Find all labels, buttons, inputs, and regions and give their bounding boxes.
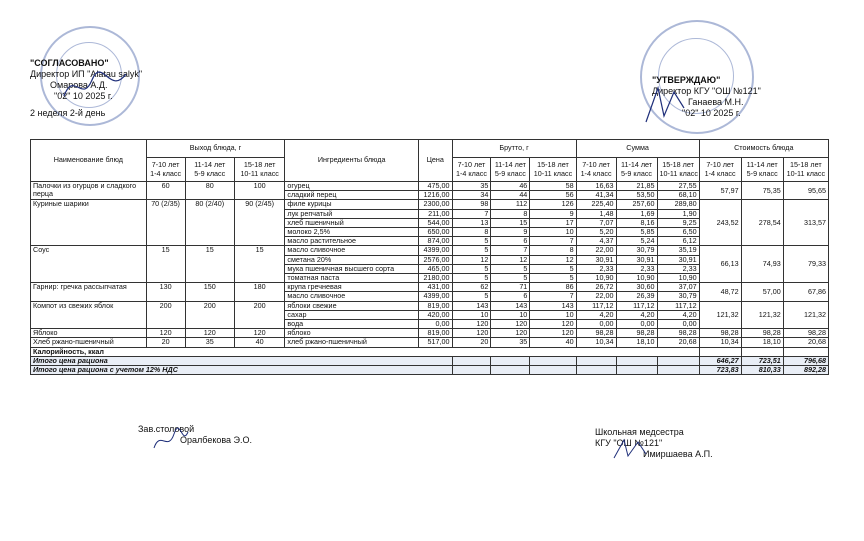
empty-cell bbox=[491, 366, 530, 375]
ingredient-brutto: 126 bbox=[530, 200, 576, 209]
right-approval-line2: Ганаева М.Н. bbox=[688, 97, 744, 107]
ingredient-sum: 5,20 bbox=[576, 228, 616, 237]
ingredient-brutto: 8 bbox=[491, 209, 530, 218]
table-row bbox=[31, 283, 829, 292]
total-row-value: 796,68 bbox=[783, 356, 828, 365]
dish-output: 15 bbox=[146, 246, 185, 283]
dish-name: Хлеб ржано-пшеничный bbox=[31, 338, 147, 347]
ingredient-sum: 257,60 bbox=[616, 200, 657, 209]
ingredient-name: масло растительное bbox=[285, 237, 419, 246]
empty-cell bbox=[657, 366, 699, 375]
header-cost-age-3 bbox=[783, 158, 828, 182]
ingredient-sum: 27,55 bbox=[657, 182, 699, 191]
dish-name: Гарнир: гречка рассыпчатая bbox=[31, 283, 147, 301]
ingredient-brutto: 44 bbox=[491, 191, 530, 200]
ingredient-brutto: 10 bbox=[452, 310, 491, 319]
ingredient-price: 4399,00 bbox=[418, 246, 452, 255]
ingredient-sum: 4,20 bbox=[616, 310, 657, 319]
header-brutto-age-3 bbox=[530, 158, 576, 182]
dish-output: 130 bbox=[146, 283, 185, 301]
age-range-label: 11-14 лет bbox=[194, 160, 226, 170]
dish-output: 70 (2/35) bbox=[146, 200, 185, 246]
empty-cell bbox=[530, 356, 576, 365]
ingredient-brutto: 7 bbox=[452, 209, 491, 218]
dish-output: 200 bbox=[185, 301, 234, 329]
total-row-value: 723,51 bbox=[741, 356, 783, 365]
ingredient-brutto: 12 bbox=[491, 255, 530, 264]
total-vat-row-value: 810,33 bbox=[741, 366, 783, 375]
ingredient-brutto: 7 bbox=[530, 237, 576, 246]
header-out-age-1 bbox=[146, 158, 185, 182]
total-row-value: 646,27 bbox=[699, 356, 741, 365]
header-ingredients: Ингредиенты блюда bbox=[285, 140, 419, 182]
ingredient-brutto: 6 bbox=[491, 292, 530, 301]
dish-cost: 20,68 bbox=[783, 338, 828, 347]
ingredient-sum: 225,40 bbox=[576, 200, 616, 209]
left-approval-line2: Омарова А.Д. bbox=[50, 80, 108, 90]
nurse-org: КГУ "ОШ №121" bbox=[595, 438, 663, 448]
ingredient-name: масло сливочное bbox=[285, 246, 419, 255]
header-out-age-2 bbox=[185, 158, 234, 182]
calories-row bbox=[31, 347, 829, 356]
left-approval-date: "02" 10 2025 г. bbox=[54, 91, 113, 101]
ingredient-brutto: 35 bbox=[452, 182, 491, 191]
ingredient-price: 465,00 bbox=[418, 264, 452, 273]
ingredient-sum: 6,12 bbox=[657, 237, 699, 246]
total-vat-row-value: 723,83 bbox=[699, 366, 741, 375]
nurse-name: Имиршаева А.П. bbox=[643, 449, 713, 459]
dish-output: 180 bbox=[234, 283, 284, 301]
ingredient-brutto: 120 bbox=[530, 329, 576, 338]
dish-cost: 98,28 bbox=[699, 329, 741, 338]
ingredient-brutto: 120 bbox=[530, 320, 576, 329]
ingredient-sum: 20,68 bbox=[657, 338, 699, 347]
ingredient-sum: 2,33 bbox=[576, 264, 616, 273]
ingredient-sum: 10,90 bbox=[657, 274, 699, 283]
dish-cost: 121,32 bbox=[699, 301, 741, 329]
dish-output: 90 (2/45) bbox=[234, 200, 284, 246]
ingredient-brutto: 143 bbox=[530, 301, 576, 310]
ingredient-name: масло сливочное bbox=[285, 292, 419, 301]
grade-range-label: 1-4 класс bbox=[704, 168, 736, 178]
ingredient-sum: 35,19 bbox=[657, 246, 699, 255]
header-output: Выход блюда, г bbox=[146, 140, 285, 158]
dish-name: Палочки из огурцов и сладкого перца bbox=[31, 182, 147, 200]
ingredient-brutto: 9 bbox=[530, 209, 576, 218]
ingredient-price: 819,00 bbox=[418, 329, 452, 338]
age-range-label: 7-10 лет bbox=[706, 160, 734, 170]
header-brutto-age-1 bbox=[452, 158, 491, 182]
dish-cost: 98,28 bbox=[783, 329, 828, 338]
ingredient-sum: 30,60 bbox=[616, 283, 657, 292]
grade-range-label: 5-9 класс bbox=[746, 168, 778, 178]
ingredient-name: томатная паста bbox=[285, 274, 419, 283]
header-out-age-3 bbox=[234, 158, 284, 182]
empty-cell bbox=[576, 356, 616, 365]
week-day-label: 2 неделя 2-й день bbox=[30, 108, 106, 118]
total-row-label: Итого цена рациона bbox=[31, 356, 453, 365]
dish-cost: 10,34 bbox=[699, 338, 741, 347]
ingredient-sum: 1,69 bbox=[616, 209, 657, 218]
ingredient-brutto: 112 bbox=[491, 200, 530, 209]
ingredient-sum: 16,63 bbox=[576, 182, 616, 191]
header-brutto-age-2 bbox=[491, 158, 530, 182]
ingredient-price: 475,00 bbox=[418, 182, 452, 191]
dish-output: 80 bbox=[185, 182, 234, 200]
dish-cost: 75,35 bbox=[741, 182, 783, 200]
empty-cell bbox=[491, 356, 530, 365]
ingredient-sum: 5,85 bbox=[616, 228, 657, 237]
ingredient-price: 4399,00 bbox=[418, 292, 452, 301]
dish-cost: 57,00 bbox=[741, 283, 783, 301]
ingredient-sum: 41,34 bbox=[576, 191, 616, 200]
table-row bbox=[31, 200, 829, 209]
empty-cell bbox=[576, 366, 616, 375]
ingredient-sum: 10,34 bbox=[576, 338, 616, 347]
table-row bbox=[31, 246, 829, 255]
dish-cost: 95,65 bbox=[783, 182, 828, 200]
ingredient-brutto: 5 bbox=[452, 237, 491, 246]
ingredient-sum: 30,79 bbox=[657, 292, 699, 301]
ingredient-sum: 5,24 bbox=[616, 237, 657, 246]
ingredient-brutto: 120 bbox=[491, 329, 530, 338]
menu-table bbox=[30, 139, 829, 375]
ingredient-brutto: 20 bbox=[452, 338, 491, 347]
age-range-label: 15-18 лет bbox=[790, 160, 822, 170]
ingredient-name: вода bbox=[285, 320, 419, 329]
ingredient-sum: 26,39 bbox=[616, 292, 657, 301]
ingredient-brutto: 5 bbox=[452, 264, 491, 273]
ingredient-sum: 30,91 bbox=[657, 255, 699, 264]
ingredient-brutto: 5 bbox=[530, 274, 576, 283]
dish-cost: 67,86 bbox=[783, 283, 828, 301]
ingredient-brutto: 7 bbox=[530, 292, 576, 301]
ingredient-sum: 289,80 bbox=[657, 200, 699, 209]
ingredient-brutto: 98 bbox=[452, 200, 491, 209]
ingredient-sum: 2,33 bbox=[616, 264, 657, 273]
ingredient-sum: 4,37 bbox=[576, 237, 616, 246]
right-approval-date: "02" 10 2025 г. bbox=[682, 108, 741, 118]
ingredient-price: 544,00 bbox=[418, 218, 452, 227]
ingredient-sum: 2,33 bbox=[657, 264, 699, 273]
ingredient-sum: 30,91 bbox=[616, 255, 657, 264]
dish-cost: 57,97 bbox=[699, 182, 741, 200]
ingredient-sum: 37,07 bbox=[657, 283, 699, 292]
ingredient-price: 0,00 bbox=[418, 320, 452, 329]
dish-name: Яблоко bbox=[31, 329, 147, 338]
ingredient-price: 874,00 bbox=[418, 237, 452, 246]
canteen-head-name: Оралбекова Э.О. bbox=[180, 435, 253, 445]
ingredient-price: 650,00 bbox=[418, 228, 452, 237]
ingredient-name: огурец bbox=[285, 182, 419, 191]
ingredient-brutto: 86 bbox=[530, 283, 576, 292]
dish-output: 80 (2/40) bbox=[185, 200, 234, 246]
table-row bbox=[31, 329, 829, 338]
ingredient-sum: 30,91 bbox=[576, 255, 616, 264]
grade-range-label: 10-11 класс bbox=[659, 168, 698, 178]
dish-output: 120 bbox=[234, 329, 284, 338]
dish-name: Куриные шарики bbox=[31, 200, 147, 246]
dish-cost: 278,54 bbox=[741, 200, 783, 246]
ingredient-brutto: 12 bbox=[452, 255, 491, 264]
ingredient-sum: 4,20 bbox=[657, 310, 699, 319]
dish-cost: 48,72 bbox=[699, 283, 741, 301]
dish-output: 120 bbox=[146, 329, 185, 338]
dish-output: 15 bbox=[185, 246, 234, 283]
ingredient-price: 517,00 bbox=[418, 338, 452, 347]
ingredient-sum: 117,12 bbox=[616, 301, 657, 310]
ingredient-sum: 21,85 bbox=[616, 182, 657, 191]
dish-name: Соус bbox=[31, 246, 147, 283]
left-approval-line1: Директор ИП "Alatau salyk" bbox=[30, 69, 143, 79]
ingredient-brutto: 7 bbox=[491, 246, 530, 255]
dish-cost: 66,13 bbox=[699, 246, 741, 283]
ingredient-brutto: 40 bbox=[530, 338, 576, 347]
ingredient-price: 819,00 bbox=[418, 301, 452, 310]
total-vat-row bbox=[31, 366, 829, 375]
header-sum: Сумма bbox=[576, 140, 699, 158]
ingredient-price: 431,00 bbox=[418, 283, 452, 292]
empty-cell bbox=[616, 356, 657, 365]
dish-cost: 79,33 bbox=[783, 246, 828, 283]
empty-cell bbox=[452, 366, 491, 375]
ingredient-brutto: 46 bbox=[491, 182, 530, 191]
dish-cost: 243,52 bbox=[699, 200, 741, 246]
ingredient-brutto: 5 bbox=[491, 274, 530, 283]
ingredient-brutto: 143 bbox=[491, 301, 530, 310]
ingredient-sum: 26,72 bbox=[576, 283, 616, 292]
header-price: Цена bbox=[418, 140, 452, 182]
ingredient-sum: 98,28 bbox=[576, 329, 616, 338]
ingredient-name: сметана 20% bbox=[285, 255, 419, 264]
header-cost-age-1 bbox=[699, 158, 741, 182]
grade-range-label: 1-4 класс bbox=[580, 168, 612, 178]
dish-cost: 121,32 bbox=[741, 301, 783, 329]
ingredient-name: хлеб ржано-пшеничный bbox=[285, 338, 419, 347]
ingredient-brutto: 5 bbox=[491, 264, 530, 273]
ingredient-brutto: 6 bbox=[491, 237, 530, 246]
ingredient-name: филе курицы bbox=[285, 200, 419, 209]
left-approval-title: "СОГЛАСОВАНО" bbox=[30, 58, 109, 68]
dish-output: 120 bbox=[185, 329, 234, 338]
ingredient-sum: 8,16 bbox=[616, 218, 657, 227]
ingredient-name: яблоко bbox=[285, 329, 419, 338]
ingredient-brutto: 56 bbox=[530, 191, 576, 200]
ingredient-brutto: 120 bbox=[491, 320, 530, 329]
grade-range-label: 10-11 класс bbox=[533, 168, 573, 178]
dish-cost: 74,93 bbox=[741, 246, 783, 283]
grade-range-label: 1-4 класс bbox=[455, 168, 487, 178]
empty-cell bbox=[616, 366, 657, 375]
right-approval-line1: Директор КГУ "ОШ №121" bbox=[652, 86, 761, 96]
dish-output: 200 bbox=[234, 301, 284, 329]
ingredient-price: 1216,00 bbox=[418, 191, 452, 200]
ingredient-sum: 98,28 bbox=[657, 329, 699, 338]
ingredient-price: 2180,00 bbox=[418, 274, 452, 283]
footer-left-signature bbox=[150, 426, 190, 454]
ingredient-brutto: 5 bbox=[452, 274, 491, 283]
ingredient-sum: 30,79 bbox=[616, 246, 657, 255]
ingredient-brutto: 8 bbox=[530, 246, 576, 255]
grade-range-label: 1-4 класс bbox=[150, 168, 182, 178]
ingredient-brutto: 35 bbox=[491, 338, 530, 347]
age-range-label: 15-18 лет bbox=[662, 160, 694, 170]
ingredient-name: лук репчатый bbox=[285, 209, 419, 218]
age-range-label: 7-10 лет bbox=[151, 160, 180, 170]
ingredient-sum: 1,48 bbox=[576, 209, 616, 218]
age-range-label: 7-10 лет bbox=[582, 160, 610, 170]
ingredient-name: яблоки свежие bbox=[285, 301, 419, 310]
ingredient-brutto: 71 bbox=[491, 283, 530, 292]
ingredient-sum: 4,20 bbox=[576, 310, 616, 319]
ingredient-price: 2576,00 bbox=[418, 255, 452, 264]
grade-range-label: 5-9 класс bbox=[621, 168, 653, 178]
ingredient-brutto: 9 bbox=[491, 228, 530, 237]
right-approval-title: "УТВЕРЖДАЮ" bbox=[652, 75, 721, 85]
header-sum-age-1 bbox=[576, 158, 616, 182]
table-row bbox=[31, 182, 829, 191]
grade-range-label: 10-11 класс bbox=[240, 168, 279, 178]
ingredient-sum: 7,07 bbox=[576, 218, 616, 227]
ingredient-sum: 53,50 bbox=[616, 191, 657, 200]
dish-output: 40 bbox=[234, 338, 284, 347]
right-signature bbox=[640, 82, 690, 126]
ingredient-brutto: 10 bbox=[530, 228, 576, 237]
dish-cost: 98,28 bbox=[741, 329, 783, 338]
age-range-label: 15-18 лет bbox=[243, 160, 276, 170]
ingredient-brutto: 17 bbox=[530, 218, 576, 227]
total-vat-row-value: 892,28 bbox=[783, 366, 828, 375]
dish-cost: 121,32 bbox=[783, 301, 828, 329]
calories-value bbox=[783, 347, 828, 356]
ingredient-sum: 0,00 bbox=[576, 320, 616, 329]
ingredient-sum: 6,50 bbox=[657, 228, 699, 237]
total-vat-row-label: Итого цена рациона с учетом 12% НДС bbox=[31, 366, 453, 375]
ingredient-brutto: 34 bbox=[452, 191, 491, 200]
table-row bbox=[31, 301, 829, 310]
header-cost: Стоимость блюда bbox=[699, 140, 828, 158]
total-row bbox=[31, 356, 829, 365]
dish-cost: 313,57 bbox=[783, 200, 828, 246]
ingredient-sum: 10,90 bbox=[576, 274, 616, 283]
ingredient-brutto: 15 bbox=[491, 218, 530, 227]
header-sum-age-3 bbox=[657, 158, 699, 182]
ingredient-brutto: 8 bbox=[452, 228, 491, 237]
ingredient-brutto: 5 bbox=[452, 292, 491, 301]
age-range-label: 11-14 лет bbox=[746, 160, 778, 170]
ingredient-sum: 98,28 bbox=[616, 329, 657, 338]
canteen-head-title: Зав.столовой bbox=[138, 424, 195, 434]
ingredient-name: сладкий перец bbox=[285, 191, 419, 200]
dish-output: 100 bbox=[234, 182, 284, 200]
dish-cost: 18,10 bbox=[741, 338, 783, 347]
dish-output: 35 bbox=[185, 338, 234, 347]
ingredient-sum: 10,90 bbox=[616, 274, 657, 283]
calories-value bbox=[741, 347, 783, 356]
ingredient-sum: 117,12 bbox=[576, 301, 616, 310]
age-range-label: 11-14 лет bbox=[494, 160, 526, 170]
header-dish-name: Наименование блюд bbox=[31, 140, 147, 182]
ingredient-price: 2300,00 bbox=[418, 200, 452, 209]
ingredient-sum: 18,10 bbox=[616, 338, 657, 347]
grade-range-label: 5-9 класс bbox=[494, 168, 526, 178]
ingredient-brutto: 12 bbox=[530, 255, 576, 264]
ingredient-brutto: 5 bbox=[530, 264, 576, 273]
header-cost-age-2 bbox=[741, 158, 783, 182]
ingredient-name: сахар bbox=[285, 310, 419, 319]
ingredient-price: 420,00 bbox=[418, 310, 452, 319]
empty-cell bbox=[530, 366, 576, 375]
dish-output: 60 bbox=[146, 182, 185, 200]
ingredient-brutto: 10 bbox=[491, 310, 530, 319]
ingredient-sum: 68,10 bbox=[657, 191, 699, 200]
ingredient-sum: 117,12 bbox=[657, 301, 699, 310]
table-row bbox=[31, 338, 829, 347]
ingredient-name: крупа гречневая bbox=[285, 283, 419, 292]
empty-cell bbox=[452, 356, 491, 365]
left-signature bbox=[60, 66, 130, 106]
ingredient-brutto: 5 bbox=[452, 246, 491, 255]
ingredient-sum: 9,25 bbox=[657, 218, 699, 227]
header-brutto: Брутто, г bbox=[452, 140, 576, 158]
ingredient-brutto: 120 bbox=[452, 320, 491, 329]
ingredient-brutto: 62 bbox=[452, 283, 491, 292]
header-sum-age-2 bbox=[616, 158, 657, 182]
calories-label: Калорийность, ккал bbox=[31, 347, 700, 356]
age-range-label: 11-14 лет bbox=[620, 160, 653, 170]
ingredient-brutto: 143 bbox=[452, 301, 491, 310]
dish-name: Компот из свежих яблок bbox=[31, 301, 147, 329]
ingredient-brutto: 58 bbox=[530, 182, 576, 191]
ingredient-brutto: 13 bbox=[452, 218, 491, 227]
dish-output: 20 bbox=[146, 338, 185, 347]
ingredient-brutto: 10 bbox=[530, 310, 576, 319]
dish-output: 15 bbox=[234, 246, 284, 283]
ingredient-sum: 22,00 bbox=[576, 246, 616, 255]
ingredient-price: 211,00 bbox=[418, 209, 452, 218]
footer-right-signature bbox=[610, 436, 650, 462]
grade-range-label: 5-9 класс bbox=[194, 168, 226, 178]
ingredient-sum: 1,90 bbox=[657, 209, 699, 218]
ingredient-name: мука пшеничная высшего сорта bbox=[285, 264, 419, 273]
empty-cell bbox=[657, 356, 699, 365]
calories-value bbox=[699, 347, 741, 356]
age-range-label: 15-18 лет bbox=[537, 160, 569, 170]
dish-output: 200 bbox=[146, 301, 185, 329]
ingredient-name: молоко 2,5% bbox=[285, 228, 419, 237]
nurse-title: Школьная медсестра bbox=[595, 427, 684, 437]
grade-range-label: 10-11 класс bbox=[786, 168, 826, 178]
ingredient-brutto: 120 bbox=[452, 329, 491, 338]
age-range-label: 7-10 лет bbox=[457, 160, 486, 170]
ingredient-sum: 0,00 bbox=[657, 320, 699, 329]
ingredient-sum: 22,00 bbox=[576, 292, 616, 301]
dish-output: 150 bbox=[185, 283, 234, 301]
ingredient-name: хлеб пшеничный bbox=[285, 218, 419, 227]
ingredient-sum: 0,00 bbox=[616, 320, 657, 329]
